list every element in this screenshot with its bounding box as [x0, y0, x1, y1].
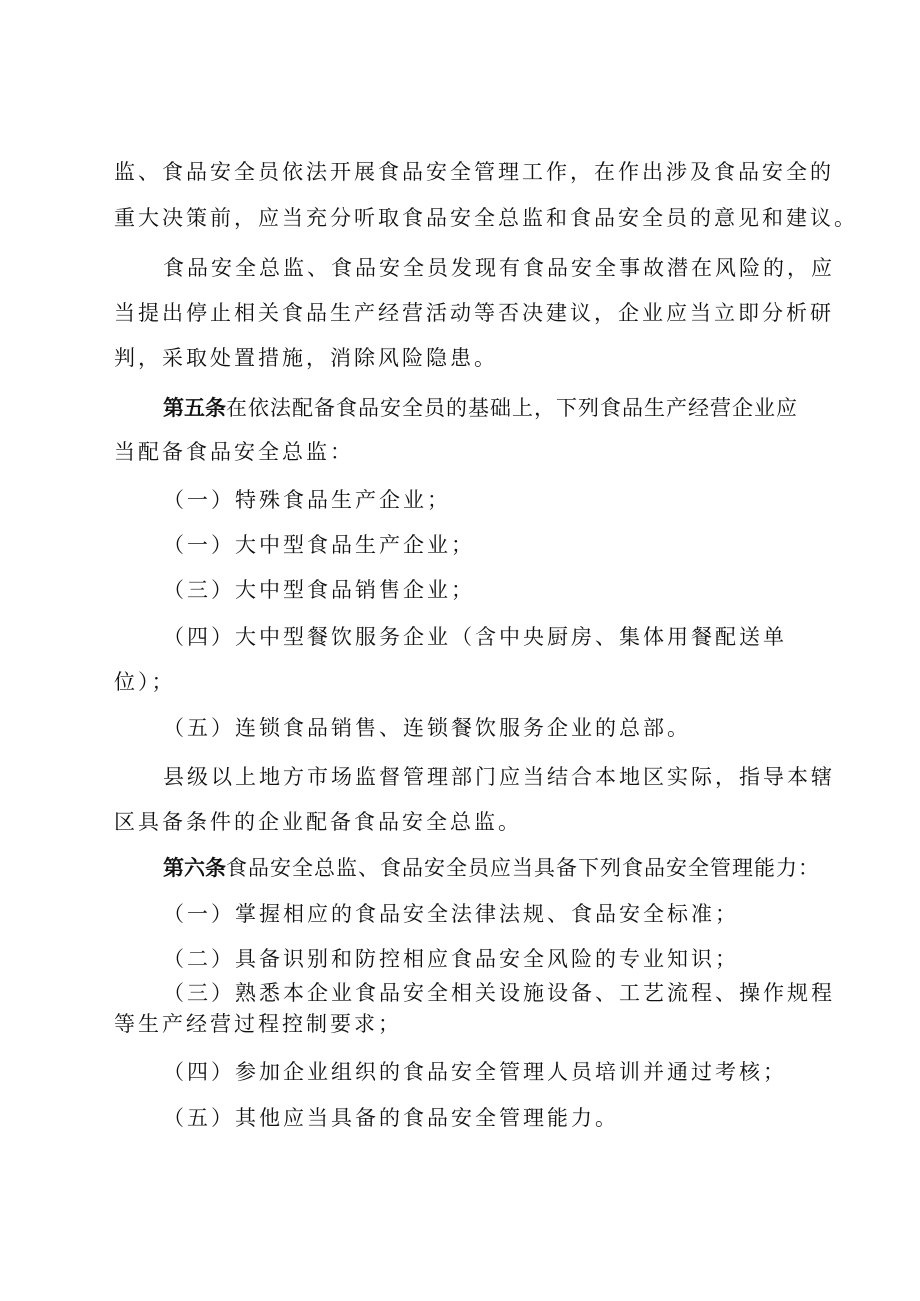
list-item: （一）掌握相应的食品安全法律法规、食品安全标准；: [163, 902, 739, 926]
paragraph-line: 判，采取处置措施，消除风险隐患。: [114, 346, 498, 370]
paragraph-line: 监、食品安全员依法开展食品安全管理工作，在作出涉及食品安全的: [114, 160, 834, 184]
list-item: （五）连锁食品销售、连锁餐饮服务企业的总部。: [163, 716, 691, 740]
list-item: （一）特殊食品生产企业；: [163, 488, 451, 512]
list-item-continued: 位）；: [114, 670, 176, 694]
paragraph-line: 重大决策前，应当充分听取食品安全总监和食品安全员的意见和建议。: [114, 206, 858, 230]
list-item: （四）大中型餐饮服务企业（含中央厨房、集体用餐配送单: [163, 625, 787, 649]
list-item: （五）其他应当具备的食品安全管理能力。: [163, 1106, 619, 1130]
article-6-text: 食品安全总监、食品安全员应当具备下列食品安全管理能力：: [226, 856, 820, 880]
list-item-continued: 等生产经营过程控制要求；: [114, 1012, 402, 1036]
article-5-heading: 第五条: [163, 396, 226, 420]
list-item: （一）大中型食品生产企业；: [163, 533, 475, 557]
paragraph-line: 食品安全总监、食品安全员发现有食品安全事故潜在风险的，应: [163, 256, 835, 280]
list-item: （二）具备识别和防控相应食品安全风险的专业知识；: [163, 947, 739, 971]
paragraph-line: 当提出停止相关食品生产经营活动等否决建议，企业应当立即分析研: [114, 301, 834, 325]
paragraph-line: 区具备条件的企业配备食品安全总监。: [114, 810, 522, 834]
list-item: （三）熟悉本企业食品安全相关设施设备、工艺流程、操作规程: [163, 981, 835, 1005]
paragraph-line: 当配备食品安全总监：: [114, 440, 354, 464]
list-item: （四）参加企业组织的食品安全管理人员培训并通过考核；: [163, 1060, 787, 1084]
article-5-text: 在依法配备食品安全员的基础上，下列食品生产经营企业应: [226, 396, 798, 420]
article-5-first-line: [163, 393, 798, 423]
list-item: （三）大中型食品销售企业；: [163, 578, 475, 602]
article-6-heading: 第六条: [163, 856, 226, 880]
paragraph-line: 县级以上地方市场监督管理部门应当结合本地区实际，指导本辖: [163, 765, 835, 789]
article-6-first-line: [163, 853, 820, 883]
